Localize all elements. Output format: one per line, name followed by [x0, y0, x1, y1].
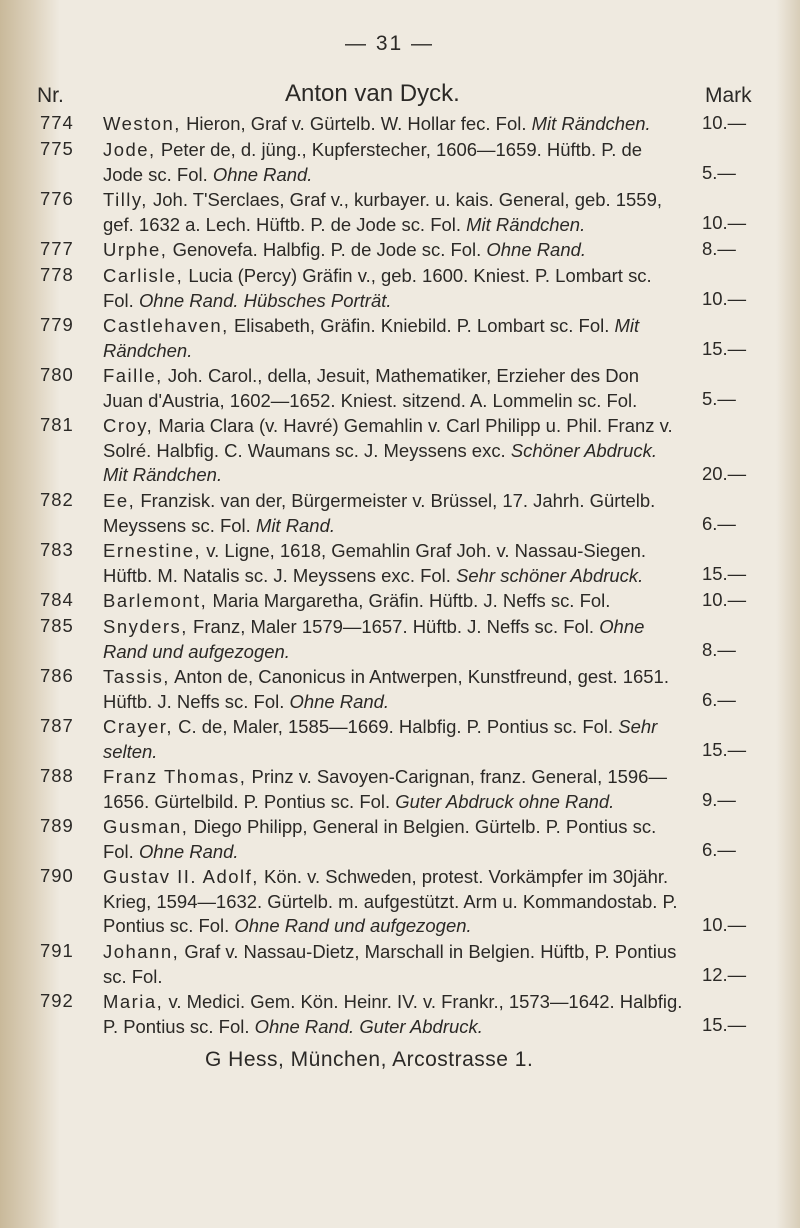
entry-note: Ohne Rand. — [212, 163, 313, 185]
entry-description: Genovefa. Halbfig. P. de Jode sc. Fol. — [172, 239, 482, 260]
entry-note: Ohne Rand und aufgezogen. — [234, 915, 472, 937]
entry-number: 782 — [40, 489, 74, 510]
page-edge-left — [0, 0, 60, 1228]
entry-price: 20.— — [702, 463, 747, 485]
entry-number: 790 — [40, 865, 74, 886]
entry-number: 778 — [40, 264, 74, 285]
entry-name: Tilly, — [103, 189, 148, 210]
entry-description: Kön. v. Schweden, protest. Vorkämpfer im 30jähr. Krieg, 1594—1632. Gürtelb. m. aufgestützt. Arm u. Kommandostab. P. Pontius sc. Fol. — [103, 866, 678, 937]
entry-description: C. de, Maler, 1585—1669. Halbfig. P. Pontius sc. Fol. — [178, 716, 614, 737]
entry-name: Urphe, — [103, 239, 168, 260]
entry-number: 791 — [40, 940, 74, 961]
entry-price: 5.— — [702, 162, 736, 184]
entry-description: Lucia (Percy) Gräfin v., geb. 1600. Kniest. P. Lombart sc. Fol. — [103, 265, 652, 311]
entry-price: 10.— — [702, 112, 747, 134]
entry-text — [103, 765, 683, 814]
entry-note: Ohne Rand. Guter Abdruck. — [254, 1015, 483, 1037]
section-title: Anton van Dyck. — [285, 80, 460, 107]
entry-price: 15.— — [702, 739, 747, 761]
column-header-nr: Nr. — [37, 84, 64, 107]
entry-text — [103, 615, 683, 664]
entry-text — [103, 990, 683, 1039]
entry-price: 15.— — [702, 1014, 747, 1036]
entry-description: Hieron, Graf v. Gürtelb. W. Hollar fec. Fol. — [186, 113, 527, 134]
entry-name: Gusman, — [103, 816, 189, 837]
entry-text — [103, 188, 683, 237]
entry-text — [103, 264, 683, 313]
entry-description: Prinz v. Savoyen-Carignan, franz. General, 1596—1656. Gürtelbild. P. Pontius sc. Fol. — [103, 766, 667, 812]
entry-text — [103, 940, 683, 989]
entry-note: Mit Rändchen. — [466, 213, 586, 235]
entry-text — [103, 414, 683, 488]
entry-text — [103, 589, 683, 614]
entry-description: v. Medici. Gem. Kön. Heinr. IV. v. Frankr., 1573—1642. Halbfig. P. Pontius sc. Fol. — [103, 991, 683, 1037]
entry-text — [103, 715, 683, 764]
entry-text — [103, 138, 683, 187]
entry-number: 786 — [40, 665, 74, 686]
entry-price: 15.— — [702, 563, 747, 585]
entry-description: Peter de, d. jüng., Kupferstecher, 1606—1659. Hüftb. P. de Jode sc. Fol. — [103, 139, 643, 185]
entry-number: 779 — [40, 314, 74, 335]
entry-note: Mit Rändchen. — [103, 315, 640, 361]
entry-number: 775 — [40, 138, 74, 159]
entry-note: Ohne Rand. — [289, 690, 390, 712]
entry-description: Joh. T'Serclaes, Graf v., kurbayer. u. kais. General, geb. 1559, gef. 1632 a. Lech. Hüftb. P. de Jode sc. Fol. — [103, 189, 662, 235]
entry-description: Joh. Carol., della, Jesuit, Mathematiker, Erzieher des Don Juan d'Austria, 1602—1652. Kniest. sitzend. A. Lommelin sc. Fol. — [103, 365, 640, 411]
entry-price: 10.— — [702, 589, 747, 611]
entry-name: Tassis, — [103, 666, 170, 687]
page-number: — 31 — — [345, 32, 435, 55]
entry-name: Gustav II. Adolf, — [103, 866, 259, 887]
entry-note: Ohne Rand. — [138, 840, 239, 862]
entry-name: Jode, — [103, 139, 156, 160]
entry-text — [103, 314, 683, 363]
entry-note: Sehr schöner Abdruck. — [456, 564, 644, 586]
entry-number: 780 — [40, 364, 74, 385]
entry-note: Schöner Abdruck. Mit Rändchen. — [103, 439, 657, 486]
entry-note: Ohne Rand. Hübsches Porträt. — [138, 289, 392, 311]
entry-text — [103, 489, 683, 538]
entry-description: Franzisk. van der, Bürgermeister v. Brüssel, 17. Jahrh. Gürtelb. Meyssens sc. Fol. — [103, 490, 656, 536]
entry-name: Croy, — [103, 415, 154, 436]
entry-note: Sehr selten. — [103, 716, 658, 762]
entry-price: 6.— — [702, 839, 736, 861]
entry-price: 10.— — [702, 288, 747, 310]
entry-text — [103, 364, 683, 413]
entry-text — [103, 865, 683, 939]
entry-name: Faille, — [103, 365, 163, 386]
entry-description: Elisabeth, Gräfin. Kniebild. P. Lombart sc. Fol. — [233, 315, 610, 336]
entry-number: 788 — [40, 765, 74, 786]
entry-note: Mit Rand. — [255, 514, 335, 536]
entry-text — [103, 112, 683, 137]
entry-number: 783 — [40, 539, 74, 560]
entry-price: 9.— — [702, 789, 736, 811]
page-edge-right — [776, 0, 800, 1228]
entry-text — [103, 815, 683, 864]
entry-name: Johann, — [103, 941, 180, 962]
entry-description: Maria Clara (v. Havré) Gemahlin v. Carl Philipp u. Phil. Franz v. Solré. Halbfig. C. Waumans sc. J. Meyssens exc. — [103, 415, 673, 461]
entry-number: 776 — [40, 188, 74, 209]
entry-number: 789 — [40, 815, 74, 836]
entry-text — [103, 539, 683, 588]
entry-name: Crayer, — [103, 716, 174, 737]
entry-number: 781 — [40, 414, 74, 435]
entry-name: Snyders, — [103, 616, 188, 637]
entry-description: Anton de, Canonicus in Antwerpen, Kunstfreund, gest. 1651. Hüftb. J. Neffs sc. Fol. — [103, 666, 669, 712]
entry-number: 787 — [40, 715, 74, 736]
entry-price: 8.— — [702, 238, 736, 260]
entry-description: Diego Philipp, General in Belgien. Gürtelb. P. Pontius sc. Fol. — [103, 816, 657, 862]
entry-name: Carlisle, — [103, 265, 184, 286]
entry-name: Maria, — [103, 991, 164, 1012]
entry-name: Ee, — [103, 490, 136, 511]
entry-number: 774 — [40, 112, 74, 133]
entry-name: Ernestine, — [103, 540, 202, 561]
entry-name: Franz Thomas, — [103, 766, 247, 787]
entry-number: 784 — [40, 589, 74, 610]
printer-imprint: G Hess, München, Arcostrasse 1. — [205, 1048, 534, 1071]
entry-price: 6.— — [702, 513, 736, 535]
entry-note: Ohne Rand. — [486, 239, 587, 260]
entry-note: Ohne Rand und aufgezogen. — [103, 616, 645, 662]
entry-name: Weston, — [103, 113, 181, 134]
entry-price: 10.— — [702, 212, 747, 234]
entry-description: v. Ligne, 1618, Gemahlin Graf Joh. v. Nassau-Siegen. Hüftb. M. Natalis sc. J. Meyssens exc. Fol. — [103, 540, 647, 586]
entry-price: 10.— — [702, 914, 747, 936]
entry-price: 6.— — [702, 689, 736, 711]
column-header-mark: Mark — [705, 84, 752, 107]
entry-note: Guter Abdruck ohne Rand. — [395, 790, 615, 812]
entry-price: 12.— — [702, 964, 747, 986]
entry-description: Graf v. Nassau-Dietz, Marschall in Belgien. Hüftb, P. Pontius sc. Fol. — [103, 941, 677, 987]
entry-note: Mit Rändchen. — [531, 113, 651, 134]
entry-price: 5.— — [702, 388, 736, 410]
entry-text — [103, 238, 683, 263]
entry-name: Barlemont, — [103, 590, 208, 611]
entry-description: Franz, Maler 1579—1657. Hüftb. J. Neffs sc. Fol. — [193, 616, 595, 637]
entry-name: Castlehaven, — [103, 315, 229, 336]
entry-description: Maria Margaretha, Gräfin. Hüftb. J. Neffs sc. Fol. — [212, 590, 611, 611]
entry-price: 8.— — [702, 639, 736, 661]
entry-number: 777 — [40, 238, 74, 259]
entry-price: 15.— — [702, 338, 747, 360]
entry-number: 785 — [40, 615, 74, 636]
entry-number: 792 — [40, 990, 74, 1011]
entry-text — [103, 665, 683, 714]
